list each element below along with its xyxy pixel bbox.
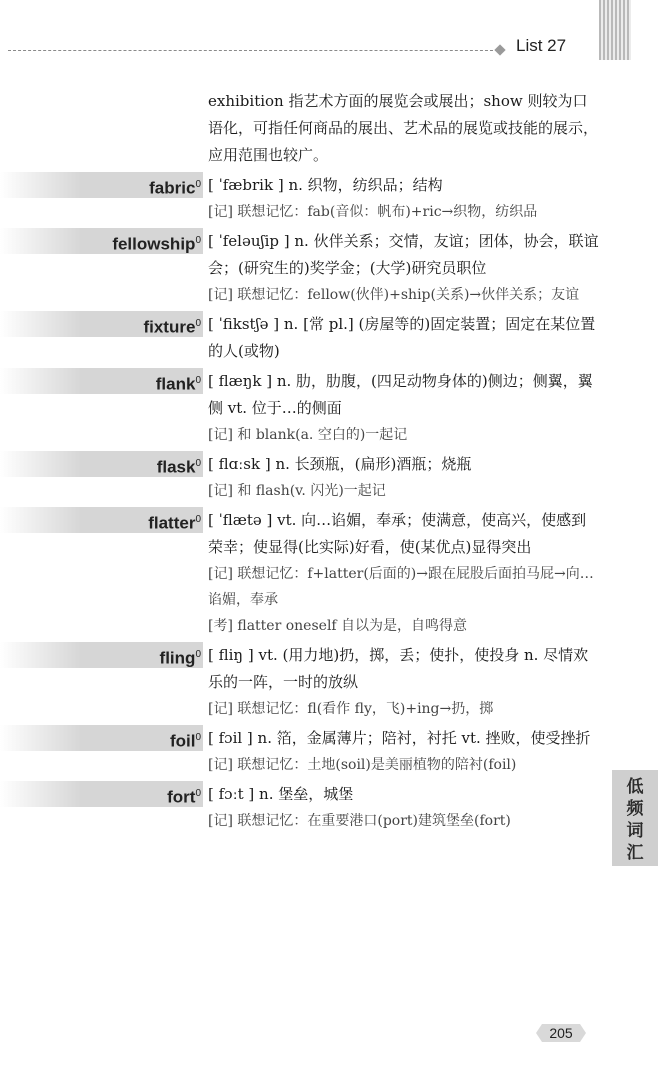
definition: [ ˈflætə ] vt. 向…谄媚，奉承；使满意，使高兴，使感到荣幸；使显得(比实际)好看，使(某优点)显得突出 (208, 511, 587, 556)
definition: [ fɔil ] n. 箔，金属薄片；陪衬，衬托 vt. 挫败，使受挫折 (208, 729, 591, 747)
dictionary-entry (0, 781, 671, 834)
frequency-mark: 0 (195, 179, 201, 190)
definition: [ ˈfæbrik ] n. 织物，纺织品；结构 (208, 176, 443, 194)
section-tab (612, 770, 658, 866)
memory-note: [考] flatter oneself 自以为是，自鸣得意 (208, 618, 468, 634)
definition: [ flɑːsk ] n. 长颈瓶，(扁形)酒瓶；烧瓶 (208, 455, 472, 473)
definition: [ fɔːt ] n. 堡垒，城堡 (208, 785, 354, 803)
corner-decoration (599, 0, 631, 60)
headword-text: fling (159, 648, 196, 668)
definition: [ ˈfeləuʃip ] n. 伙伴关系；交情，友谊；团体，协会，联谊会；(研究生的)奖学金；(大学)研究员职位 (208, 232, 599, 277)
headword-text: fort (167, 787, 196, 807)
definition: [ fliŋ ] vt. (用力地)扔，掷，丢；使扑，使投身 n. 尽情欢乐的一阵，一时的放纵 (208, 646, 589, 691)
section-tab-char: 词 (626, 821, 644, 841)
section-tab-char: 低 (626, 777, 644, 797)
entry-body (208, 311, 600, 365)
headword (0, 368, 203, 394)
headword-text: flask (156, 457, 196, 477)
headword (0, 228, 203, 254)
frequency-mark: 0 (195, 514, 201, 525)
dictionary-entry (0, 311, 671, 365)
memory-note: [记] 和 blank(a. 空白的)一起记 (208, 427, 408, 443)
headword-text: fellowship (112, 234, 196, 254)
frequency-mark: 0 (195, 649, 201, 660)
intro-paragraph: exhibition 指艺术方面的展览会或展出；show 则较为口语化，可指任何商品的展出、艺术品的展览或技能的展示，应用范围也较广。 (208, 92, 599, 164)
headword-text: fabric (149, 178, 196, 198)
memory-note: [记] 联想记忆：土地(soil)是美丽植物的陪衬(foil) (208, 757, 517, 773)
frequency-mark: 0 (195, 235, 201, 246)
section-tab-char: 汇 (626, 843, 644, 863)
memory-note: [记] 联想记忆：f+latter(后面的)→跟在屁股后面拍马屁→向…谄媚，奉承 (208, 566, 594, 608)
dictionary-entry (0, 368, 671, 448)
headword (0, 781, 203, 807)
page-number: 205 (540, 1022, 582, 1044)
definition: [ flæŋk ] n. 肋，肋腹，(四足动物身体的)侧边；侧翼，翼侧 vt. 位于…的侧面 (208, 372, 593, 417)
entry-body (208, 781, 600, 834)
headword-text: flank (155, 374, 196, 394)
headword (0, 725, 203, 751)
dictionary-entry (0, 642, 671, 722)
entry-body (208, 368, 600, 448)
header-rule (8, 50, 498, 51)
headword-text: flatter (148, 513, 196, 533)
definition: [ ˈfikstʃə ] n. [常 pl.] (房屋等的)固定装置；固定在某位置的人(或物) (208, 315, 596, 360)
headword-text: fixture (143, 317, 196, 337)
headword (0, 507, 203, 533)
frequency-mark: 0 (195, 318, 201, 329)
dictionary-entry (0, 725, 671, 778)
section-tab-char: 频 (626, 799, 644, 819)
memory-note: [记] 联想记忆：在重要港口(port)建筑堡垒(fort) (208, 813, 511, 829)
frequency-mark: 0 (195, 732, 201, 743)
dictionary-entry (0, 507, 671, 639)
dictionary-entry (0, 228, 671, 308)
entry-body (208, 172, 600, 225)
frequency-mark: 0 (195, 788, 201, 799)
headword (0, 642, 203, 668)
dictionary-entry (0, 451, 671, 504)
memory-note: [记] 联想记忆：fellow(伙伴)+ship(关系)→伙伴关系；友谊 (208, 287, 580, 303)
entry-body (208, 228, 600, 308)
frequency-mark: 0 (195, 375, 201, 386)
list-title: List 27 (516, 36, 567, 55)
entry-body (208, 725, 600, 778)
entry-body (208, 451, 600, 504)
entry-list (0, 172, 671, 834)
memory-note: [记] 联想记忆：fab(音似：帆布)+ric→织物，纺织品 (208, 204, 538, 220)
headword (0, 311, 203, 337)
page-content (0, 88, 671, 834)
headword (0, 451, 203, 477)
frequency-mark: 0 (195, 458, 201, 469)
headword-text: foil (169, 731, 196, 751)
dictionary-entry (0, 172, 671, 225)
headword (0, 172, 203, 198)
memory-note: [记] 和 flash(v. 闪光)一起记 (208, 483, 386, 499)
entry-body (208, 507, 600, 639)
entry-body (208, 642, 600, 722)
memory-note: [记] 联想记忆：fl(看作 fly，飞)+ing→扔，掷 (208, 701, 494, 717)
